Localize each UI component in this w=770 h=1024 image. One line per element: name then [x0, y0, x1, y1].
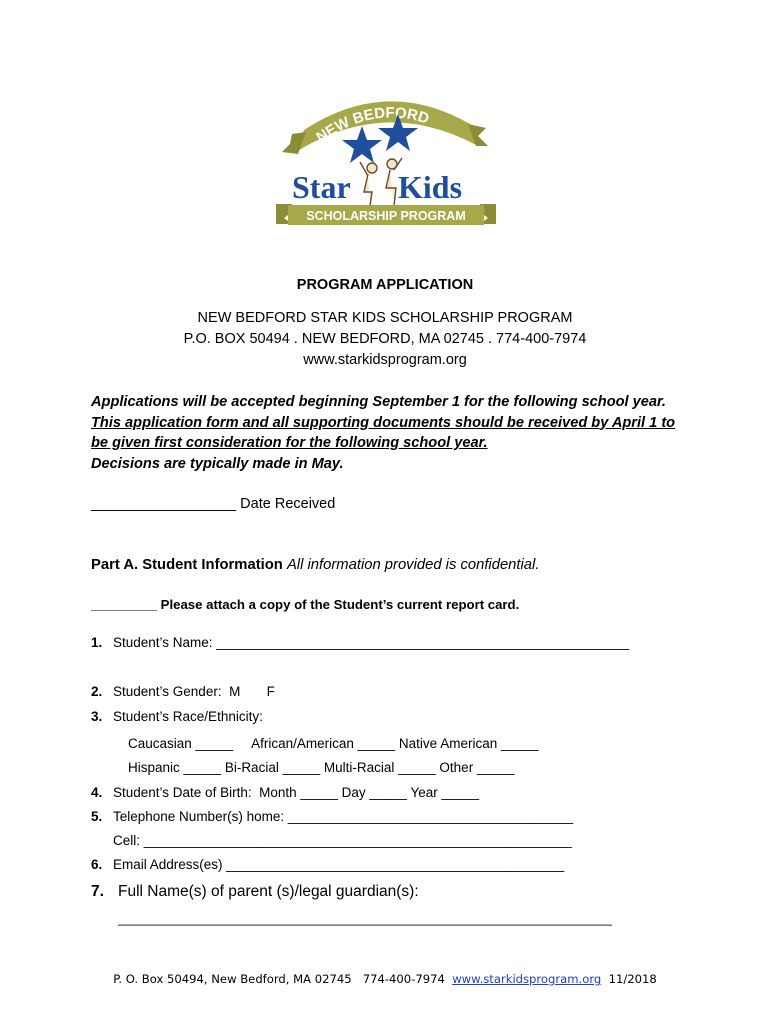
- footer-address: P. O. Box 50494, New Bedford, MA 02745 774-400-7974: [113, 972, 453, 986]
- report-card-note: _________ Please attach a copy of the Student’s current report card.: [91, 597, 520, 612]
- svg-text:NEW BEDFORD: [313, 104, 431, 146]
- part-a-heading: [91, 557, 539, 573]
- footer: [0, 972, 770, 986]
- org-name: NEW BEDFORD STAR KIDS SCHOLARSHIP PROGRAM: [197, 310, 573, 326]
- date-received-field[interactable]: __________________ Date Received: [91, 496, 336, 512]
- field-7-number: 7.: [91, 883, 104, 900]
- star-kids-logo: [272, 88, 500, 236]
- logo-name-left: Star: [292, 169, 351, 205]
- field-4-number: 4.: [91, 785, 103, 800]
- application-notice: [91, 392, 691, 474]
- race-options-row-1[interactable]: Caucasian _____ African/American _____ Native American _____: [128, 736, 539, 751]
- logo-top-text: NEW BEDFORD: [313, 104, 432, 147]
- guardian-name-field[interactable]: ______________________________________________________________________: [118, 912, 612, 926]
- footer-date: 11/2018: [601, 972, 657, 986]
- field-2-number: 2.: [91, 684, 103, 699]
- field-5-number: 5.: [91, 809, 103, 824]
- kids-figure-icon: [360, 158, 402, 206]
- notice-part1: Applications will be accepted beginning September 1 for the following school year.: [91, 394, 666, 410]
- student-race-label: Student’s Race/Ethnicity:: [113, 709, 263, 724]
- star-icon: [342, 126, 382, 163]
- org-address: P.O. BOX 50494 . NEW BEDFORD, MA 02745 . 774-400-7974: [183, 331, 587, 347]
- footer-website-link[interactable]: www.starkidsprogram.org: [452, 972, 602, 986]
- part-a-title: Part A. Student Information: [91, 557, 283, 573]
- notice-part3: Decisions are typically made in May.: [91, 455, 344, 472]
- page-title: PROGRAM APPLICATION: [296, 277, 474, 293]
- student-gender-field[interactable]: Student’s Gender: M F: [113, 684, 275, 699]
- email-field[interactable]: Email Address(es) _____________________________________________: [113, 857, 565, 872]
- student-name-field[interactable]: Student’s Name: _______________________________________________________: [113, 635, 630, 650]
- field-6-number: 6.: [91, 857, 103, 872]
- logo-bottom-text: SCHOLARSHIP PROGRAM: [306, 209, 466, 223]
- guardian-name-label: Full Name(s) of parent (s)/legal guardian(s):: [118, 883, 419, 900]
- field-1-number: 1.: [91, 635, 103, 650]
- race-options-row-2[interactable]: Hispanic _____ Bi-Racial _____ Multi-Racial _____ Other _____: [128, 760, 515, 775]
- cell-phone-field[interactable]: Cell: _________________________________________________________: [113, 833, 572, 848]
- field-3-number: 3.: [91, 709, 103, 724]
- org-website: www.starkidsprogram.org: [303, 352, 467, 368]
- logo-name-right: Kids: [398, 169, 463, 205]
- home-phone-field[interactable]: Telephone Number(s) home: ______________________________________: [113, 809, 574, 824]
- part-a-subtitle: All information provided is confidential.: [286, 557, 540, 573]
- date-of-birth-field[interactable]: Student’s Date of Birth: Month _____ Day _____ Year _____: [113, 785, 480, 800]
- notice-underlined: This application form and all supporting documents should be received by April 1 to be given first consideration for the following school year.: [91, 414, 676, 451]
